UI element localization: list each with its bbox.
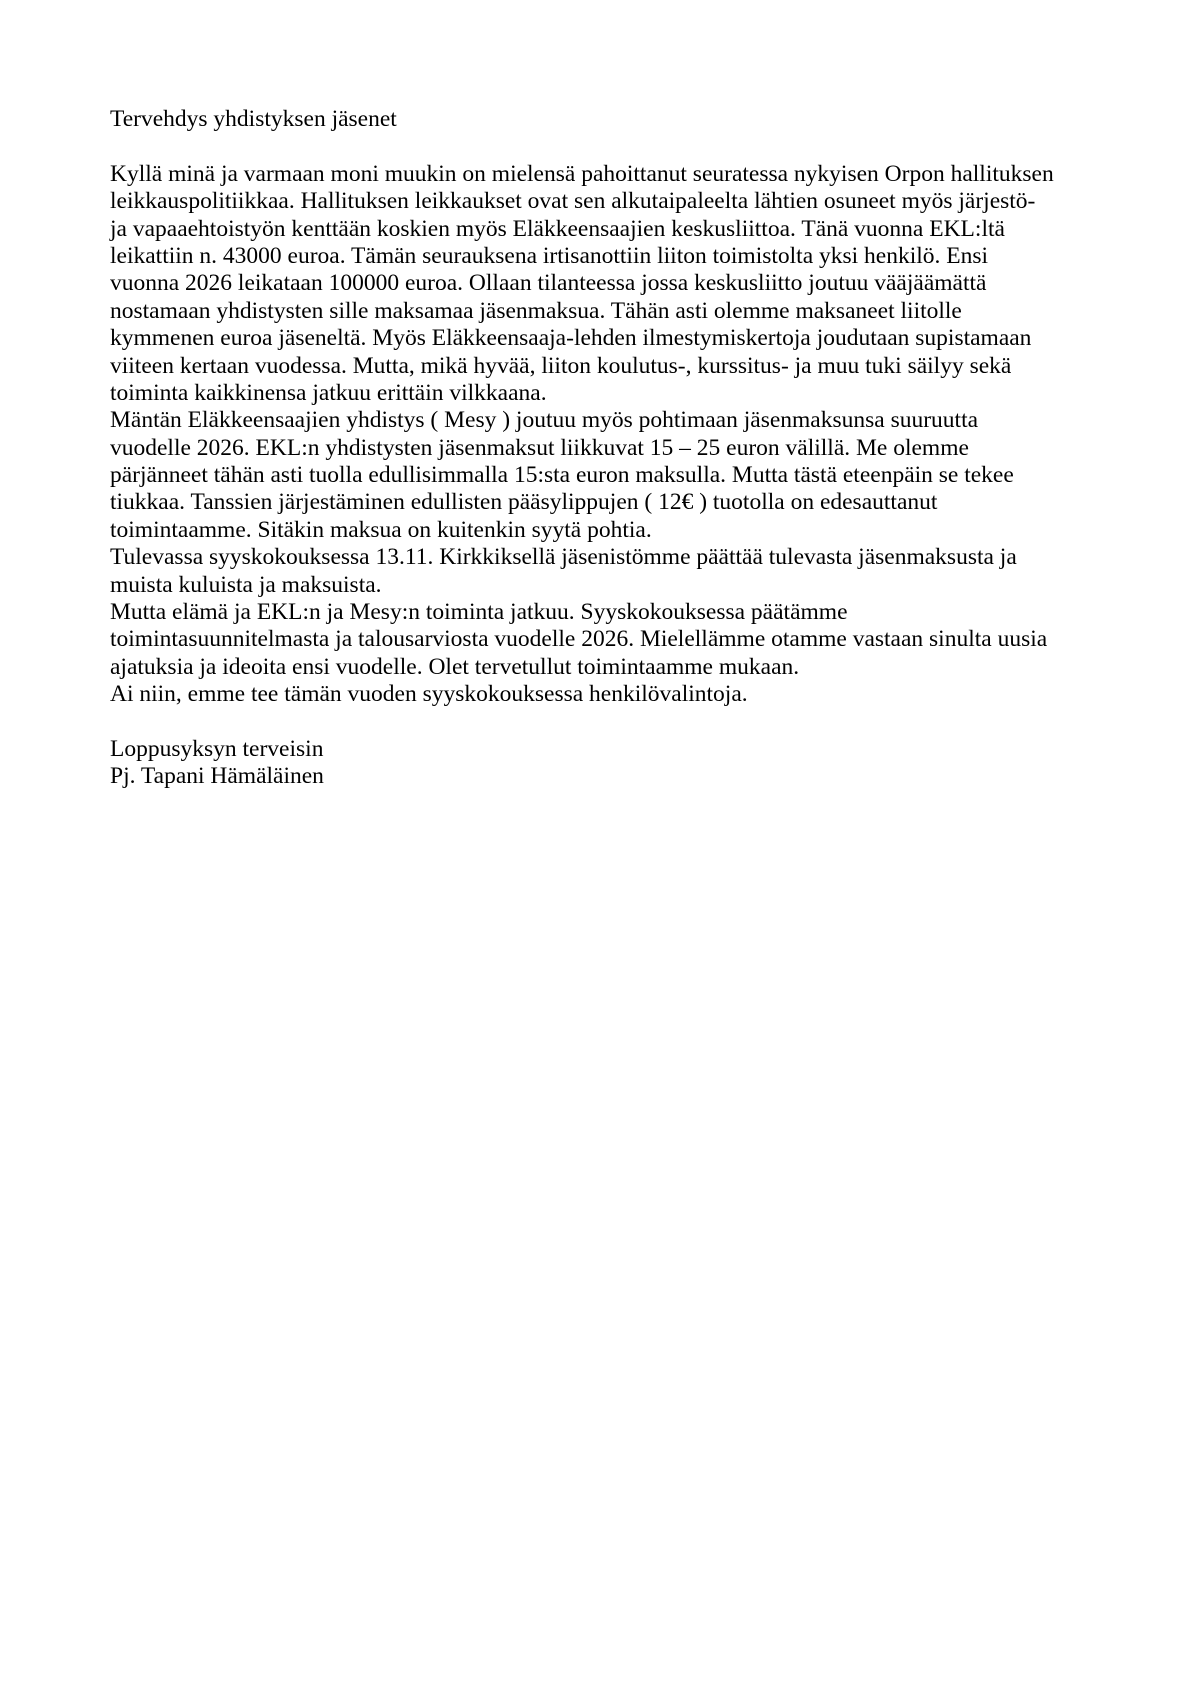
signature-line: Pj. Tapani Hämäläinen <box>110 763 324 790</box>
blank-line <box>110 709 1054 736</box>
body-line: Mäntän Eläkkeensaajien yhdistys ( Mesy ) joutuu myös pohtimaan jäsenmaksunsa suuruutta <box>110 407 979 434</box>
body-line: leikattiin n. 43000 euroa. Tämän seurauksena irtisanottiin liiton toimistolta yksi henkilö. Ensi <box>110 242 989 269</box>
body-line: Kyllä minä ja varmaan moni muukin on mielensä pahoittanut seuratessa nykyisen Orpon hallituksen <box>110 160 1054 187</box>
body-line: tiukkaa. Tanssien järjestäminen edullisten pääsylippujen ( 12€ ) tuotolla on edesauttanut <box>110 489 938 516</box>
body-line: toimintasuunnitelmasta ja talousarviosta vuodelle 2026. Mielellämme otamme vastaan sinulta uusia <box>110 626 1048 653</box>
body-line: Mutta elämä ja EKL:n ja Mesy:n toiminta jatkuu. Syyskokouksessa päätämme <box>110 599 848 626</box>
body-line: vuonna 2026 leikataan 100000 euroa. Ollaan tilanteessa jossa keskusliitto joutuu vääjäämättä <box>110 270 987 297</box>
body-line: Tulevassa syyskokouksessa 13.11. Kirkkiksellä jäsenistömme päättää tulevasta jäsenmaksusta ja <box>110 544 1017 571</box>
body-line: leikkauspolitiikkaa. Hallituksen leikkaukset ovat sen alkutaipaleelta lähtien osuneet myös järjestö- <box>110 188 1036 215</box>
blank-line <box>110 133 1054 160</box>
signoff-greeting-line: Loppusyksyn terveisin <box>110 735 324 762</box>
body-line: muista kuluista ja maksuista. <box>110 571 382 598</box>
body-line: toiminta kaikkinensa jatkuu erittäin vilkkaana. <box>110 379 547 406</box>
body-line: nostamaan yhdistysten sille maksamaa jäsenmaksua. Tähän asti olemme maksaneet liitolle <box>110 297 962 324</box>
body-line: vuodelle 2026. EKL:n yhdistysten jäsenmaksut liikkuvat 15 – 25 euron välillä. Me olemme <box>110 434 969 461</box>
greeting-line: Tervehdys yhdistyksen jäsenet <box>110 106 397 132</box>
body-line: viiteen kertaan vuodessa. Mutta, mikä hyvää, liiton koulutus-, kurssitus- ja muu tuki säilyy sekä <box>110 352 1012 379</box>
body-line: ja vapaaehtoistyön kenttään koskien myös Eläkkeensaajien keskusliittoa. Tänä vuonna EKL:ltä <box>110 215 1005 242</box>
body-line: Ai niin, emme tee tämän vuoden syyskokouksessa henkilövalintoja. <box>110 681 748 708</box>
letter-body <box>110 106 1054 791</box>
body-line: ajatuksia ja ideoita ensi vuodelle. Olet tervetullut toimintaamme mukaan. <box>110 653 800 680</box>
body-line: kymmenen euroa jäseneltä. Myös Eläkkeensaaja-lehden ilmestymiskertoja joudutaan supistamaan <box>110 325 1032 352</box>
body-line: toimintaamme. Sitäkin maksua on kuitenkin syytä pohtia. <box>110 516 652 543</box>
body-line: pärjänneet tähän asti tuolla edullisimmalla 15:sta euron maksulla. Mutta tästä eteenpäin se tekee <box>110 462 1014 489</box>
